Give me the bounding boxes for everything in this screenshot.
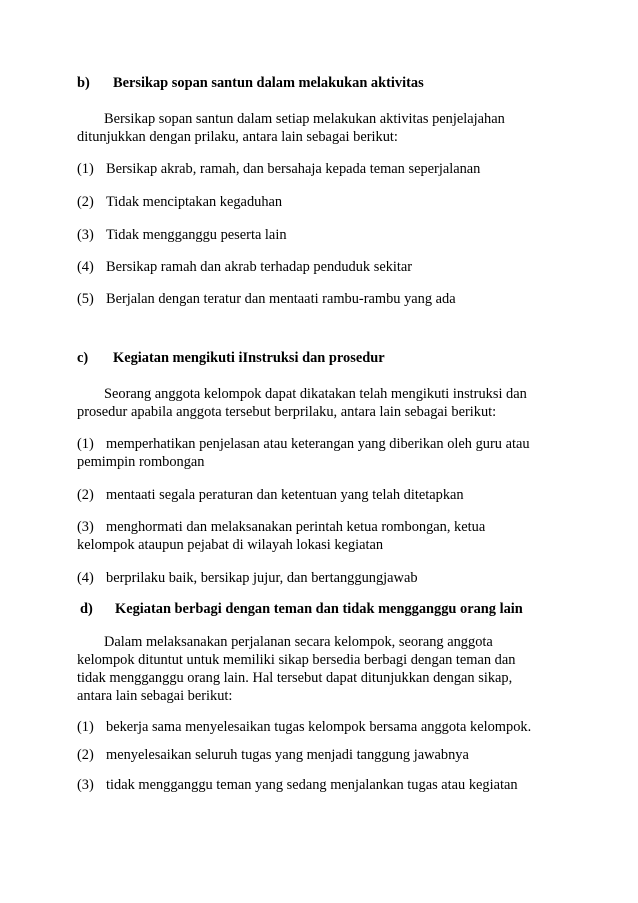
item-text: Bersikap ramah dan akrab terhadap penduduk sekitar [106, 259, 413, 275]
section-c-item-2 [77, 486, 464, 504]
item-number: (1) [77, 161, 94, 177]
section-c-marker: c) [77, 350, 89, 366]
section-c-title: Kegiatan mengikuti iInstruksi dan prosedur [113, 350, 385, 366]
item-number: (1) [77, 719, 94, 735]
section-b-item-3 [77, 226, 287, 244]
section-b-item-1 [77, 160, 480, 178]
section-d-heading [80, 600, 523, 618]
section-c-item-4 [77, 569, 418, 587]
item-number: (3) [77, 777, 94, 793]
section-b-intro-line-1: Bersikap sopan santun dalam setiap melakukan aktivitas penjelajahan [104, 111, 505, 127]
section-d-title: Kegiatan berbagi dengan teman dan tidak mengganggu orang lain [115, 601, 523, 617]
section-d-marker: d) [80, 601, 93, 617]
item-text: menghormati dan melaksanakan perintah ketua rombongan, ketua [106, 519, 486, 535]
item-number: (4) [77, 570, 94, 586]
item-number: (2) [77, 487, 94, 503]
section-d-intro-line-4: antara lain sebagai berikut: [77, 688, 233, 704]
item-number: (2) [77, 194, 94, 210]
section-d-intro-line-2: kelompok dituntut untuk memiliki sikap bersedia berbagi dengan teman dan [77, 652, 516, 668]
section-c-heading [77, 349, 385, 367]
section-d-intro-line-1: Dalam melaksanakan perjalanan secara kelompok, seorang anggota [104, 634, 493, 650]
item-number: (3) [77, 227, 94, 243]
section-b-heading [77, 74, 424, 92]
item-number: (3) [77, 519, 94, 535]
item-text: memperhatikan penjelasan atau keterangan yang diberikan oleh guru atau [106, 436, 530, 452]
item-text: bekerja sama menyelesaikan tugas kelompok bersama anggota kelompok. [106, 719, 532, 735]
section-c-intro-line-1: Seorang anggota kelompok dapat dikatakan telah mengikuti instruksi dan [104, 386, 527, 402]
section-c-intro-line-2: prosedur apabila anggota tersebut berprilaku, antara lain sebagai berikut: [77, 404, 497, 420]
section-b-intro-line-2: ditunjukkan dengan prilaku, antara lain sebagai berikut: [77, 129, 398, 145]
item-text: tidak mengganggu teman yang sedang menjalankan tugas atau kegiatan [106, 777, 518, 793]
item-text: berprilaku baik, bersikap jujur, dan bertanggungjawab [106, 570, 418, 586]
section-b-item-2 [77, 193, 282, 211]
section-b-item-4 [77, 258, 412, 276]
item-text: Berjalan dengan teratur dan mentaati rambu-rambu yang ada [106, 291, 456, 307]
section-d-item-3 [77, 776, 518, 794]
item-text: menyelesaikan seluruh tugas yang menjadi tanggung jawabnya [106, 747, 469, 763]
section-d-intro-line-3: tidak mengganggu orang lain. Hal tersebut dapat ditunjukkan dengan sikap, [77, 670, 513, 686]
item-text: Tidak mengganggu peserta lain [106, 227, 287, 243]
section-d-item-2 [77, 746, 469, 764]
section-b-marker: b) [77, 75, 90, 91]
section-c-item-1 [77, 435, 530, 453]
item-number: (2) [77, 747, 94, 763]
section-c-item-3 [77, 518, 485, 536]
section-c-item-3-continued: kelompok ataupun pejabat di wilayah lokasi kegiatan [77, 537, 384, 553]
item-number: (1) [77, 436, 94, 452]
section-d-item-1 [77, 718, 531, 736]
item-text: Bersikap akrab, ramah, dan bersahaja kepada teman seperjalanan [106, 161, 481, 177]
section-b-item-5 [77, 290, 456, 308]
section-b-title: Bersikap sopan santun dalam melakukan aktivitas [113, 75, 424, 91]
item-number: (5) [77, 291, 94, 307]
item-text: mentaati segala peraturan dan ketentuan yang telah ditetapkan [106, 487, 464, 503]
section-c-item-1-continued: pemimpin rombongan [77, 454, 205, 470]
item-number: (4) [77, 259, 94, 275]
item-text: Tidak menciptakan kegaduhan [106, 194, 283, 210]
